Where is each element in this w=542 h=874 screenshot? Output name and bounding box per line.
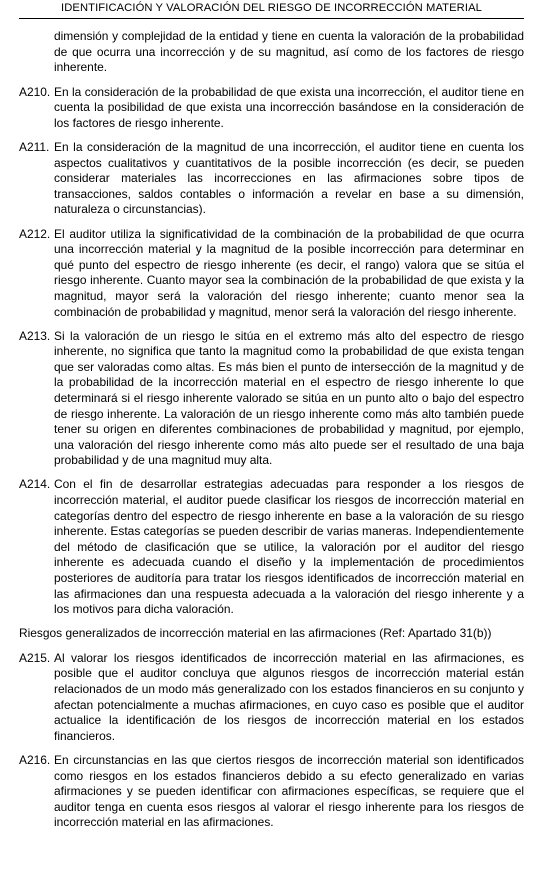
paragraph-number: A210.	[19, 84, 51, 99]
paragraph-a211	[19, 140, 524, 218]
paragraph-a210	[19, 85, 524, 132]
running-header: IDENTIFICACIÓN Y VALORACIÓN DEL RIESGO DE INCORRECCIÓN MATERIAL	[19, 0, 524, 19]
paragraph-text: El auditor utiliza la significatividad de la combinación de la probabilidad de que ocurra una incorrección material y la magnitud de la posible incorrección para determinar en qué punto del espectro de riesgo inherente (es decir, el rango) valora que se sitúa el riesgo inherente. Cuanto mayor sea la combinación de la probabilidad de que exista y la magnitud, mayor será la valoración del riesgo inherente; cuanto menor sea la combinación de probabilidad y magnitud, menor será la valoración del riesgo inherente.	[54, 226, 524, 319]
paragraph-text: En la consideración de la probabilidad de que exista una incorrección, el auditor tiene en cuenta la posibilidad de que exista una incorrección basándose en la consideración de los factores de riesgo inherente.	[54, 84, 524, 130]
paragraph-text: En circunstancias en las que ciertos riesgos de incorrección material son identificados como riesgos en los estados financieros debido a su efecto generalizado en varias afirmaciones y se pueden identificar con afirmaciones específicas, se requiere que el auditor tenga en cuenta esos riesgos al valorar el riesgo inherente para los riesgos de incorrección material en las afirmaciones.	[54, 752, 524, 830]
paragraph-number: A214.	[19, 477, 51, 492]
paragraph-number: A211.	[19, 140, 50, 155]
paragraph-number: A215.	[19, 650, 51, 665]
paragraph-a215	[19, 651, 524, 745]
paragraph-number: A216.	[19, 752, 51, 767]
paragraph-a213	[19, 329, 524, 469]
continuation-text: dimensión y complejidad de la entidad y tiene en cuenta la valoración de la probabilidad de que ocurra una incorrección y de su magnitud, así como de los factores de riesgo inherente.	[54, 29, 524, 75]
paragraph-text: Al valorar los riesgos identificados de incorrección material en las afirmaciones, es posible que el auditor concluya que algunos riesgos de incorrección material están relacionados de un modo más generalizado con los estados financieros en su conjunto y afectan potencialmente a muchas afirmaciones, en cuyo caso es posible que el auditor actualice la identificación de los riesgos de incorrección material en los estados financieros.	[54, 650, 524, 743]
paragraph-text: En la consideración de la magnitud de una incorrección, el auditor tiene en cuenta los aspectos cualitativos y cuantitativos de la posible incorrección (es decir, se pueden considerar materiales las incorrecciones en las afirmaciones sobre tipos de transacciones, saldos contables o información a revelar en base a su dimensión, naturaleza o circunstancias).	[54, 140, 524, 217]
paragraph-number: A213.	[19, 328, 51, 343]
paragraph-text: Con el fin de desarrollar estrategias adecuadas para responder a los riesgos de incorrección material, el auditor puede clasificar los riesgos de incorrección material en categorías dentro del espectro de riesgo inherente en base a la valoración de su riesgo inherente. Estas categorías se pueden describir de varias maneras. Independientemente del método de clasificación que se utilice, la valoración por el auditor del riesgo inherente es adecuada cuando el diseño y la implementación de procedimientos posteriores de auditoría para tratar los riesgos identificados de incorrección material en las afirmaciones dan una respuesta adecuada a la valoración del riesgo inherente y a los motivos para dicha valoración.	[54, 477, 524, 617]
paragraph-text: Si la valoración de un riesgo le sitúa en el extremo más alto del espectro de riesgo inherente, no significa que tanto la magnitud como la probabilidad de que exista tengan que ser valoradas como altas. Es más bien el punto de intersección de la magnitud y de la probabilidad de la incorrección material en el espectro de riesgo inherente lo que determinará si el riesgo inherente valorado se sitúa en un punto alto o bajo del espectro de riesgo inherente. La valoración de un riesgo inherente como más alto también puede tener su origen en diferentes combinaciones de probabilidad y magnitud, por ejemplo, una valoración del riesgo inherente como más alto puede ser el resultado de una baja probabilidad y de una magnitud muy alta.	[54, 328, 524, 468]
section-subheading: Riesgos generalizados de incorrección material en las afirmaciones (Ref: Apartado 31(b))	[19, 626, 492, 641]
paragraph-a214	[19, 477, 524, 617]
paragraph-number: A212.	[19, 226, 51, 241]
paragraph-a216	[19, 753, 524, 831]
paragraph-a212	[19, 227, 524, 321]
